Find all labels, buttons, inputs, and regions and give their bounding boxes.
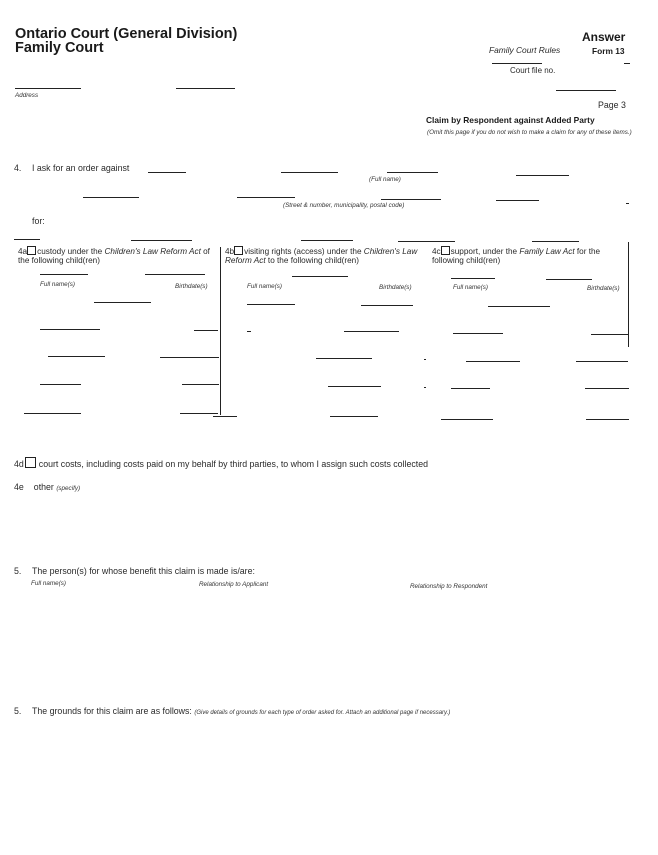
4c-line-5a[interactable] [441,419,493,420]
4a-line-2a[interactable] [40,329,100,330]
form-title: Answer [582,30,626,44]
4c-line-1[interactable] [488,306,550,307]
court-name-line2: Family Court [15,40,104,56]
item5-col1: Full name(s) [31,580,66,587]
divider-bottom [213,416,237,417]
court-file-label: Court file no. [510,66,556,75]
4b-line-3b[interactable] [424,359,426,360]
item4b-number: 4b [225,247,235,256]
address-line-1[interactable] [15,88,81,89]
item4d-number: 4d [14,459,24,469]
address-line-3[interactable] [556,90,616,91]
4b-line-5[interactable] [330,416,378,417]
4c-line-b[interactable] [546,279,592,280]
4a-line-3b[interactable] [160,357,219,358]
item4e-text: other [33,482,54,492]
4c-col-dates: Birthdate(s) [587,285,620,292]
4a-line-4b[interactable] [182,384,219,385]
row0-line-3[interactable] [301,240,353,241]
4c-line-5b[interactable] [586,419,629,420]
item6-number: 5. [14,706,22,716]
section-title: Claim by Respondent against Added Party [426,115,595,125]
item5-text: The person(s) for whose benefit this claim is made is/are: [32,566,255,576]
order-against-line-2[interactable] [281,172,338,173]
row0-line-1[interactable] [14,239,40,240]
row0-line-5[interactable] [532,241,579,242]
4b-line-2[interactable] [344,331,399,332]
4b-line-1b[interactable] [361,305,413,306]
item4a-checkbox[interactable] [27,246,36,255]
4b-col-names: Full name(s) [247,283,282,290]
item4-text: I ask for an order against [32,163,130,173]
4c-line-2a[interactable] [453,333,503,334]
4a-line-2b[interactable] [194,330,218,331]
4b-line-a[interactable] [292,276,348,277]
full-name-label: (Full name) [369,176,401,183]
4a-line-a[interactable] [40,274,88,275]
item4e [14,482,80,492]
address-against-dash [626,203,629,204]
address-against-line-2[interactable] [237,197,295,198]
address-label: Address [15,92,39,99]
order-against-line-4[interactable] [516,175,569,176]
4c-line-a[interactable] [451,278,495,279]
4b-line-4b[interactable] [424,387,426,388]
address-against-line-4[interactable] [496,200,539,201]
address-line-2[interactable] [176,88,235,89]
street-address-label: (Street & number, municipality, postal code) [283,202,405,209]
item4d [14,457,428,469]
4a-line-1[interactable] [94,302,151,303]
court-file-dash [624,63,630,64]
4c-line-3a[interactable] [466,361,520,362]
order-against-line-1[interactable] [148,172,186,173]
4b-line-3[interactable] [316,358,372,359]
item4b: 4b visiting rights (access) under the Children's Law Reform Act to the following child(ren) [225,247,418,265]
page-number: Page 3 [598,100,626,110]
item4d-checkbox[interactable] [25,457,36,468]
row0-line-2[interactable] [131,240,192,241]
item4-number: 4. [14,163,22,173]
item5-col2: Relationship to Applicant [199,581,269,588]
4a-line-4a[interactable] [40,384,81,385]
item4e-number: 4e [14,482,24,492]
4a-col-names: Full name(s) [40,281,75,288]
row0-line-4[interactable] [398,241,455,242]
item4e-specify: (specify) [56,485,81,492]
4c-line-2b[interactable] [591,334,628,335]
4b-line-2dash [247,331,251,332]
4a-line-b[interactable] [145,274,205,275]
divider-4a-4b [220,247,221,415]
item4a-number: 4a [18,247,28,256]
item4b-checkbox[interactable] [234,246,243,255]
4b-col-dates: Birthdate(s) [379,284,412,291]
item4d-text: court costs, including costs paid on my behalf by third parties, to whom I assign such costs collected [38,459,429,469]
4a-line-3a[interactable] [48,356,105,357]
4a-col-dates: Birthdate(s) [175,283,208,290]
4c-line-4b[interactable] [585,388,629,389]
form-number: Form 13 [592,46,625,56]
address-against-line-3[interactable] [381,199,441,200]
item4a: 4a custody under the Children's Law Reform Act of the following child(ren) [18,247,210,265]
court-file-line[interactable] [492,63,542,64]
4c-line-3b[interactable] [576,361,628,362]
4a-line-5a[interactable] [24,413,81,414]
section-note: (Omit this page if you do not wish to make a claim for any of these items.) [427,129,632,136]
item6-note: (Give details of grounds for each type of order asked for. Attach an additional page if necessary.) [194,710,451,716]
4b-line-4[interactable] [328,386,381,387]
4a-line-5b[interactable] [180,413,218,414]
4c-col-names: Full name(s) [453,284,488,291]
item4c-number: 4c [432,247,441,256]
order-against-line-3[interactable] [387,172,438,173]
4c-line-4a[interactable] [451,388,490,389]
for-label: for: [32,216,45,226]
rules-label: Family Court Rules [489,45,561,55]
item4c-checkbox[interactable] [441,246,450,255]
divider-4c-right [628,242,629,347]
item6-text: The grounds for this claim are as follows: (Give details of grounds for each type of order asked for. Attach an additional page if necessary.) [32,706,451,716]
item5-number: 5. [14,566,22,576]
item4c: 4c support, under the Family Law Act for the following child(ren) [432,247,601,265]
address-against-line-1[interactable] [83,197,139,198]
court-name-line1: Ontario Court (General Division) [15,26,238,42]
item5-col3: Relationship to Respondent [410,583,488,590]
4b-line-1a[interactable] [247,304,295,305]
